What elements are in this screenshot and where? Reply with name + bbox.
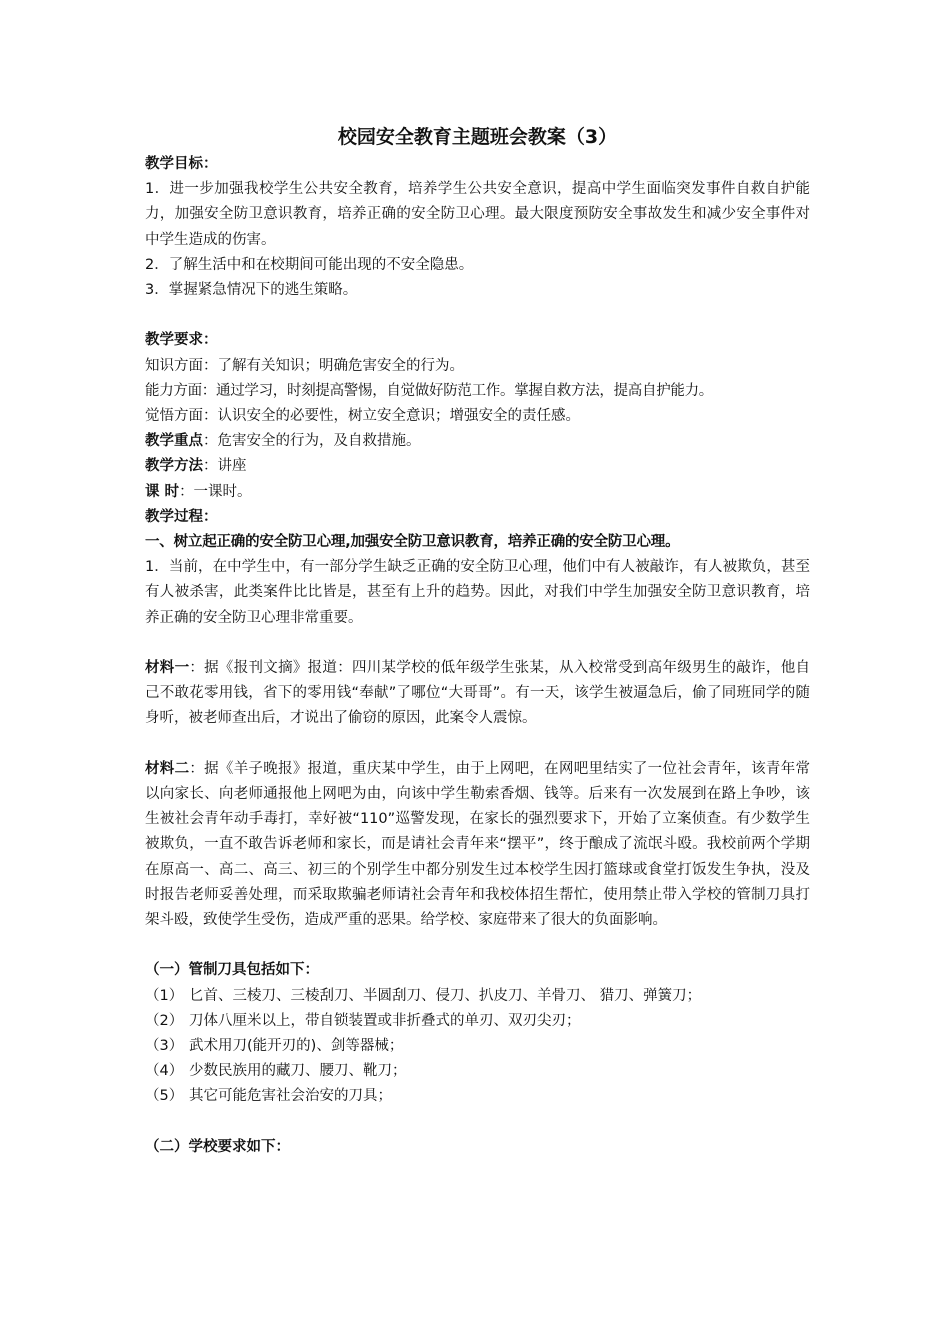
knife-item-text: 武术用刀(能开刃的)、剑等器械； — [189, 1038, 404, 1055]
requirement-ability: 能力方面：通过学习，时刻提高警惕，自觉做好防范工作。掌握自救方法，提高自护能力。 — [145, 382, 713, 399]
material1-paragraph — [145, 656, 810, 732]
hours-text: ：一课时。 — [179, 483, 252, 500]
method-label: 教学方法 — [145, 458, 203, 475]
material2-paragraph — [145, 757, 810, 933]
knife-item-5 — [145, 1084, 810, 1109]
knife-item-number: （2） — [145, 1012, 184, 1029]
requirements-heading: 教学要求： — [145, 332, 218, 349]
knife-item-number: （1） — [145, 987, 184, 1004]
goal-item-2: 2．了解生活中和在校期间可能出现的不安全隐患。 — [145, 256, 474, 273]
knife-item-number: （5） — [145, 1088, 184, 1105]
spacer — [145, 732, 810, 757]
document-page — [145, 124, 810, 1160]
document-title: 校园安全教育主题班会教案（3） — [337, 126, 618, 148]
spacer — [145, 303, 810, 328]
school-requirements-heading: （二）学校要求如下： — [145, 1138, 290, 1155]
process-heading: 教学过程： — [145, 508, 218, 525]
hours-line — [145, 480, 810, 505]
knife-item-text: 其它可能危害社会治安的刀具； — [189, 1088, 392, 1105]
spacer — [145, 933, 810, 958]
requirement-awareness: 觉悟方面：认识安全的必要性，树立安全意识；增强安全的责任感。 — [145, 408, 580, 425]
material2-text: ：据《羊子晚报》报道，重庆某中学生，由于上网吧，在网吧里结实了一位社会青年，该青年常以向家长、向老师通报他上网吧为由，向该中学生勒索香烟、钱等。后来有一次发展到在路上争吵，该生被社会青年动手毒打，幸好被“110”巡警发现，在家长的强烈要求下，开始了立案侦查。有少数学生被欺负，一直不敢告诉老师和家长，而是请社会青年来“摆平”，终于酿成了流氓斗殴。我校前两个学期在原高一、高二、高三、初三的个别学生中都分别发生过本校学生因打篮球或食堂打饭发生争执，没及时报告老师妥善处理，而采取欺骗老师请社会青年和我校体招生帮忙，使用禁止带入学校的管制刀具打架斗殴，致使学生受伤，造成严重的恶果。给学校、家庭带来了很大的负面影响。 — [145, 760, 811, 929]
knives-heading: （一）管制刀具包括如下： — [145, 962, 319, 979]
method-line — [145, 454, 810, 479]
knife-item-3 — [145, 1034, 810, 1059]
knife-item-text: 少数民族用的藏刀、腰刀、靴刀； — [189, 1063, 407, 1080]
goal-item-3: 3．掌握紧急情况下的逃生策略。 — [145, 282, 358, 299]
knife-item-4 — [145, 1059, 810, 1084]
goals-heading: 教学目标： — [145, 156, 218, 172]
material1-text: ：据《报刊文摘》报道：四川某学校的低年级学生张某，从入校常受到高年级男生的敲诈，他自己不敢花零用钱，省下的零用钱“奉献”了哪位“大哥哥”。有一天，该学生被逼急后，偷了同班同学的随身听，被老师查出后，才说出了偷窃的原因，此案令人震惊。 — [145, 660, 811, 727]
knife-item-text: 刀体八厘米以上，带自锁装置或非折叠式的单刃、双刃尖刃； — [189, 1012, 581, 1029]
knife-item-number: （4） — [145, 1063, 184, 1080]
key-points-line — [145, 429, 810, 454]
method-text: ：讲座 — [203, 458, 247, 475]
key-points-label: 教学重点 — [145, 433, 203, 450]
knife-item-number: （3） — [145, 1038, 184, 1055]
knife-item-text: 匕首、三棱刀、三棱刮刀、半圆刮刀、侵刀、扒皮刀、羊骨刀、 猎刀、弹簧刀； — [189, 987, 702, 1004]
section1-text: 1．当前，在中学生中，有一部分学生缺乏正确的安全防卫心理，他们中有人被敲诈，有人被欺负，甚至有人被杀害，此类案件比比皆是，甚至有上升的趋势。因此，对我们中学生加强安全防卫意识教育，培养正确的安全防卫心理非常重要。 — [145, 559, 810, 626]
spacer — [145, 631, 810, 656]
requirement-knowledge: 知识方面：了解有关知识；明确危害安全的行为。 — [145, 357, 464, 374]
knife-item-2 — [145, 1009, 810, 1034]
hours-label: 课 时 — [145, 483, 180, 500]
material1-label: 材料一 — [145, 660, 190, 677]
material2-label: 材料二 — [145, 760, 190, 777]
spacer — [145, 1110, 810, 1135]
goal-item-1: 1．进一步加强我校学生公共安全教育，培养学生公共安全意识，提高中学生面临突发事件自救自护能力，加强安全防卫意识教育，培养正确的安全防卫心理。最大限度预防安全事故发生和减少安全事件对中学生造成的伤害。 — [145, 181, 810, 248]
section1-heading: 一、树立起正确的安全防卫心理,加强安全防卫意识教育，培养正确的安全防卫心理。 — [145, 534, 680, 551]
key-points-text: ：危害安全的行为，及自救措施。 — [203, 433, 421, 450]
knife-item-1 — [145, 984, 810, 1009]
